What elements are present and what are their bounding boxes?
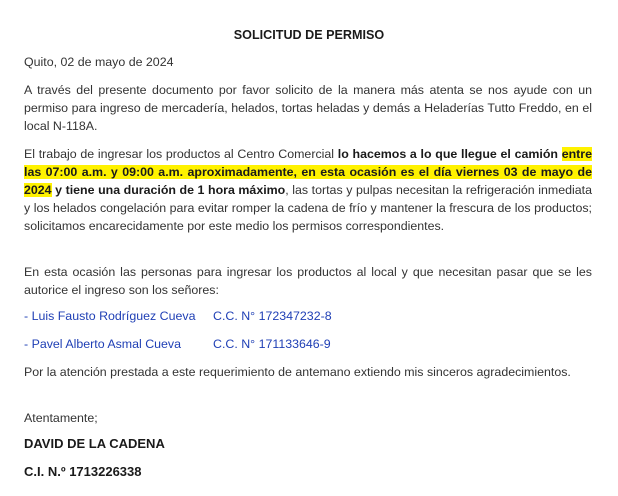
date-line: Quito, 02 de mayo de 2024 (24, 55, 174, 69)
paragraph-thanks: Por la atención prestada a este requerimiento de antemano extiendo mis sinceros agradecimientos. (24, 365, 571, 379)
person-id: C.C. N° 172347232-8 (213, 309, 332, 323)
signer-id: C.I. N.º 1713226338 (24, 464, 142, 479)
paragraph-details (24, 145, 592, 235)
person-id: C.C. N° 171133646-9 (213, 337, 331, 351)
details-text-start: El trabajo de ingresar los productos al Centro Comercial (24, 147, 338, 161)
paragraph-intro: A través del presente documento por favor solicito de la manera más atenta se nos ayude con un permiso para ingreso de mercadería, helados, tortas heladas y demás a Heladerías Tutto Freddo, en el local N-118A. (24, 83, 592, 133)
document-title: SOLICITUD DE PERMISO (233, 28, 385, 42)
signer-name: DAVID DE LA CADENA (24, 436, 165, 451)
details-bold-start: lo hacemos a lo que llegue el camión (337, 147, 562, 161)
person-name: - Luis Fausto Rodríguez Cueva (24, 309, 196, 323)
person-row-1 (24, 307, 332, 325)
details-highlighted-schedule: entre las 07:00 a.m. y 09:00 a.m. aproximadamente, en esta ocasión es el día viernes 03 de mayo de 2024 (24, 147, 592, 197)
closing-text: Atentamente; (24, 411, 98, 425)
person-row-2 (24, 335, 331, 353)
details-text-end: , las tortas y pulpas necesitan la refrigeración inmediata y los helados congelación para evitar romper la cadena de frío y mantener la frescura de los productos; solicitamos encarecidamente por este medio los permisos correspondientes. (24, 183, 592, 233)
paragraph-persons: En esta ocasión las personas para ingresar los productos al local y que necesitan pasar que se les autorice el ingreso son los señores: (24, 265, 592, 297)
details-bold-duration: y tiene una duración de 1 hora máximo (51, 183, 286, 197)
person-name: - Pavel Alberto Asmal Cueva (24, 337, 182, 351)
